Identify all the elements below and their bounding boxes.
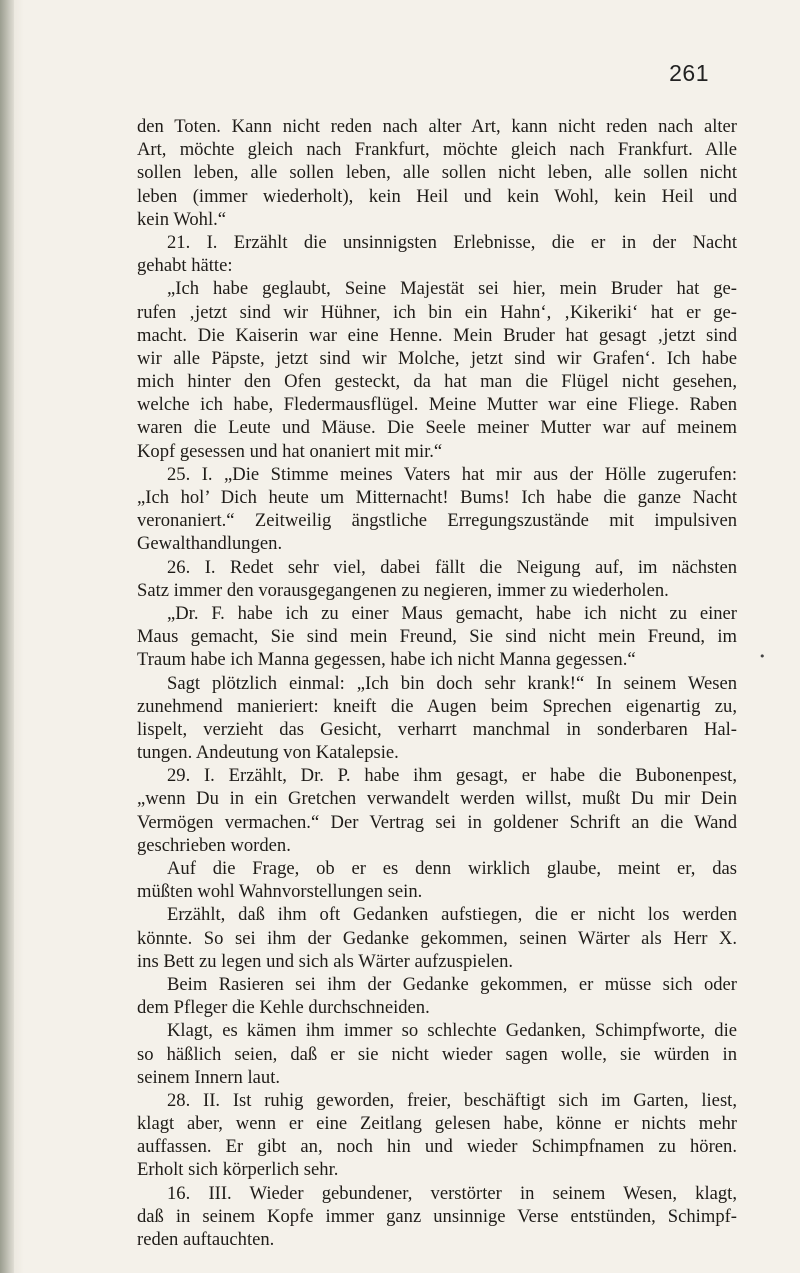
text-line: kein Wohl.“ xyxy=(137,208,227,230)
text-line: daß in seinem Kopfe immer ganz unsinnige Verse entstünden, Schimpf- xyxy=(137,1205,737,1227)
text-line: dem Pfleger die Kehle durchschneiden. xyxy=(137,997,430,1019)
text-line: 16. III. Wieder gebundener, verstörter in seinem Wesen, klagt, xyxy=(167,1182,737,1204)
text-line: Vermögen vermachen.“ Der Vertrag sei in goldener Schrift an die Wand xyxy=(137,811,737,833)
text-line: klagt aber, wenn er eine Zeitlang gelesen habe, könne er nichts mehr xyxy=(137,1113,737,1135)
text-line: 29. I. Erzählt, Dr. P. habe ihm gesagt, er habe die Bubonenpest, xyxy=(167,765,737,787)
text-line: auffassen. Er gibt an, noch hin und wieder Schimpfnamen zu hören. xyxy=(137,1136,737,1158)
text-line: Erholt sich körperlich sehr. xyxy=(137,1159,339,1181)
text-line: mich hinter den Ofen gesteckt, da hat man die Flügel nicht gesehen, xyxy=(137,371,737,393)
text-line: 21. I. Erzählt die unsinnigsten Erlebnisse, die er in der Nacht xyxy=(167,231,737,253)
text-line: macht. Die Kaiserin war eine Henne. Mein Bruder hat gesagt ‚jetzt sind xyxy=(137,324,737,346)
page-spine-shadow xyxy=(0,0,14,1273)
text-line: Art, möchte gleich nach Frankfurt, möchte gleich nach Frankfurt. Alle xyxy=(137,139,737,161)
text-line: zunehmend manieriert: kneift die Augen beim Sprechen eigenartig zu, xyxy=(137,695,737,717)
text-line: leben (immer wiederholt), kein Heil und kein Wohl, kein Heil und xyxy=(137,185,737,207)
text-line: Satz immer den vorausgegangenen zu negieren, immer zu wiederholen. xyxy=(137,579,669,601)
text-line: Traum habe ich Manna gegessen, habe ich nicht Manna gegessen.“ xyxy=(137,649,636,671)
text-line: veronaniert.“ Zeitweilig ängstliche Erregungszustände mit impulsiven xyxy=(137,510,737,532)
text-line: waren die Leute und Mäuse. Die Seele meiner Mutter war auf meinem xyxy=(137,417,737,439)
text-line: den Toten. Kann nicht reden nach alter Art, kann nicht reden nach alter xyxy=(137,116,737,137)
text-line: welche ich habe, Fledermausflügel. Meine Mutter war eine Fliege. Raben xyxy=(137,394,737,416)
text-line: 28. II. Ist ruhig geworden, freier, beschäftigt sich im Garten, liest, xyxy=(167,1089,737,1111)
body-text xyxy=(137,115,737,1251)
page-number: 261 xyxy=(669,60,709,86)
text-line: Maus gemacht, Sie sind mein Freund, Sie sind nicht mein Freund, im xyxy=(137,626,737,648)
text-line: Kopf gesessen und hat onaniert mit mir.“ xyxy=(137,440,443,462)
text-line: „Ich habe geglaubt, Seine Majestät sei hier, mein Bruder hat ge- xyxy=(167,278,737,300)
text-line: Gewalthandlungen. xyxy=(137,533,283,555)
text-line: ins Bett zu legen und sich als Wärter aufzuspielen. xyxy=(137,950,514,972)
text-line: könnte. So sei ihm der Gedanke gekommen, seinen Wärter als Herr X. xyxy=(137,927,737,949)
text-line: 26. I. Redet sehr viel, dabei fällt die Neigung auf, im nächsten xyxy=(167,556,737,578)
text-line: sollen leben, alle sollen leben, alle sollen nicht leben, alle sollen nicht xyxy=(137,162,737,184)
text-line: tungen. Andeutung von Katalepsie. xyxy=(137,742,399,764)
text-line: müßten wohl Wahnvorstellungen sein. xyxy=(137,881,423,903)
text-line: „wenn Du in ein Gretchen verwandelt werden willst, mußt Du mir Dein xyxy=(137,788,737,810)
text-line: Auf die Frage, ob er es denn wirklich glaube, meint er, das xyxy=(167,858,737,879)
text-line: Klagt, es kämen ihm immer so schlechte Gedanken, Schimpfworte, die xyxy=(167,1020,737,1042)
text-line: „Ich hol’ Dich heute um Mitternacht! Bums! Ich habe die ganze Nacht xyxy=(137,487,737,508)
margin-mark: • xyxy=(759,650,766,663)
text-line: Sagt plötzlich einmal: „Ich bin doch sehr krank!“ In seinem Wesen xyxy=(167,672,737,694)
text-line: „Dr. F. habe ich zu einer Maus gemacht, habe ich nicht zu einer xyxy=(167,602,737,624)
text-line: 25. I. „Die Stimme meines Vaters hat mir aus der Hölle zugerufen: xyxy=(167,463,737,485)
text-line: wir alle Päpste, jetzt sind wir Molche, jetzt sind wir Grafen‘. Ich habe xyxy=(137,347,737,369)
text-line: gehabt hätte: xyxy=(137,255,233,277)
text-line: Beim Rasieren sei ihm der Gedanke gekommen, er müsse sich oder xyxy=(167,973,737,995)
text-line: so häßlich seien, daß er sie nicht wieder sagen wolle, sie würden in xyxy=(137,1043,737,1065)
text-line: lispelt, verzieht das Gesicht, verharrt manchmal in sonderbaren Hal- xyxy=(137,718,737,740)
text-line: seinem Innern laut. xyxy=(137,1066,281,1088)
text-line: rufen ‚jetzt sind wir Hühner, ich bin ein Hahn‘, ‚Kikeriki‘ hat er ge- xyxy=(137,301,737,323)
text-line: reden auftauchten. xyxy=(137,1229,275,1250)
text-line: geschrieben worden. xyxy=(137,834,291,856)
text-line: Erzählt, daß ihm oft Gedanken aufstiegen, die er nicht los werden xyxy=(167,904,737,926)
